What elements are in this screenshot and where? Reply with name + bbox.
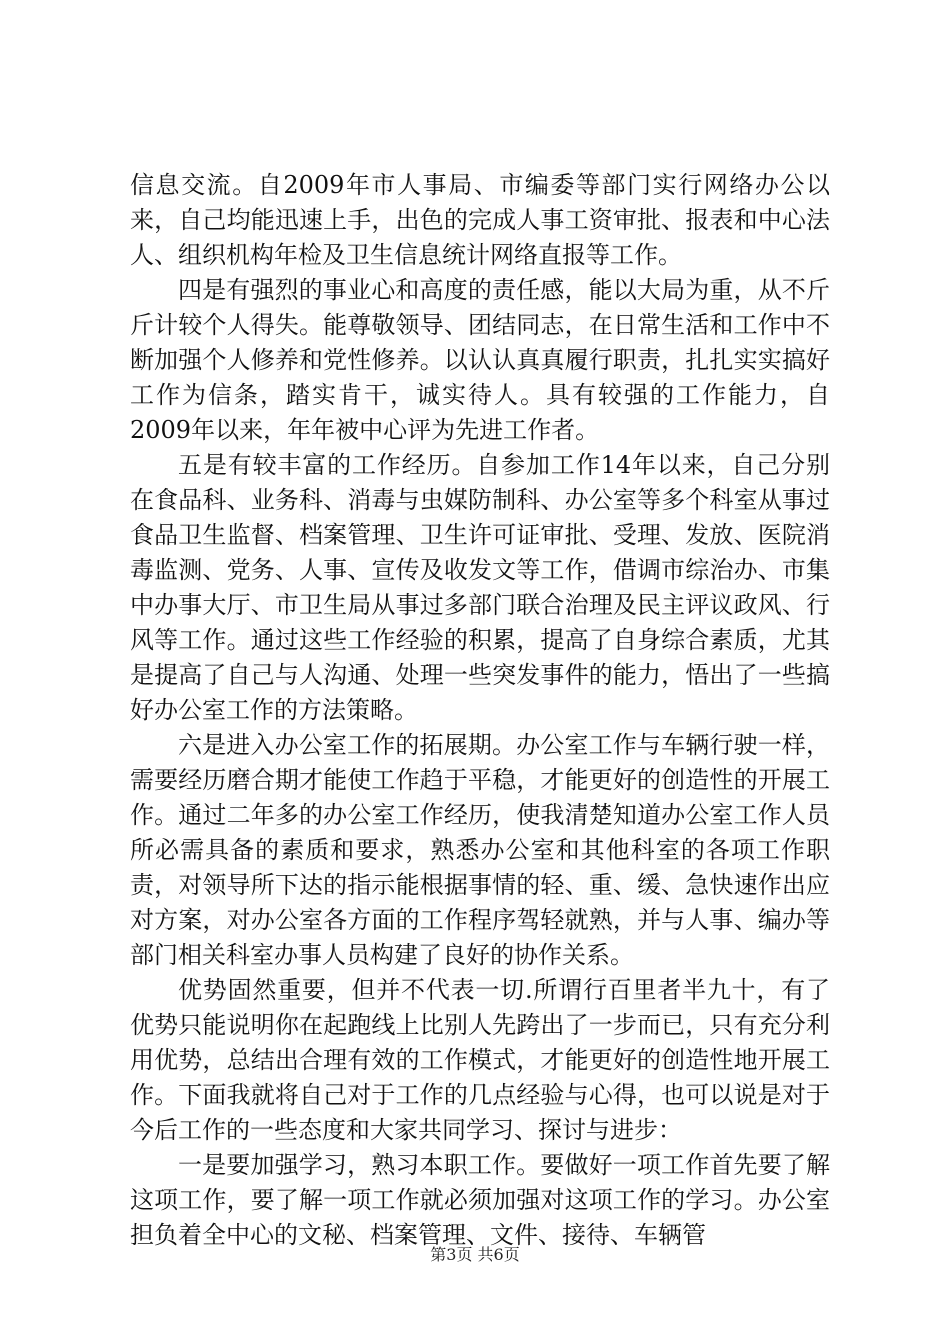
paragraph-point-one-study: 一是要加强学习，熟习本职工作。要做好一项工作首先要了解这项工作，要了解一项工作就必须加强对这项工作的学习。办公室担负着全中心的文秘、档案管理、文件、接待、车辆管 [130, 1151, 830, 1249]
paragraph-point-six: 六是进入办公室工作的拓展期。办公室工作与车辆行驶一样，需要经历磨合期才能使工作趋于平稳，才能更好的创造性的开展工作。通过二年多的办公室工作经历，使我清楚知道办公室工作人员所必需具备的素质和要求，熟悉办公室和其他科室的各项工作职责，对领导所下达的指示能根据事情的轻、重、缓、急快速作出应对方案，对办公室各方面的工作程序驾轻就熟，并与人事、编办等部门相关科室办事人员构建了良好的协作关系。 [130, 731, 830, 969]
document-body [130, 168, 830, 1253]
paragraph-continuation: 信息交流。自2009年市人事局、市编委等部门实行网络办公以来，自己均能迅速上手，出色的完成人事工资审批、报表和中心法人、组织机构年检及卫生信息统计网络直报等工作。 [130, 171, 830, 269]
paragraph-point-four: 四是有强烈的事业心和高度的责任感，能以大局为重，从不斤斤计较个人得失。能尊敬领导、团结同志，在日常生活和工作中不断加强个人修养和党性修养。以认认真真履行职责，扎扎实实搞好工作为信条，踏实肯干，诚实待人。具有较强的工作能力，自2009年以来，年年被中心评为先进工作者。 [130, 276, 830, 444]
paragraph-point-five: 五是有较丰富的工作经历。自参加工作14年以来，自己分别在食品科、业务科、消毒与虫媒防制科、办公室等多个科室从事过食品卫生监督、档案管理、卫生许可证审批、受理、发放、医院消毒监测、党务、人事、宣传及收发文等工作，借调市综治办、市集中办事大厅、市卫生局从事过多部门联合治理及民主评议政风、行风等工作。通过这些工作经验的积累，提高了自身综合素质，尤其是提高了自己与人沟通、处理一些突发事件的能力，悟出了一些搞好办公室工作的方法策略。 [130, 451, 830, 724]
page-footer: 第3页 共6页 [430, 1245, 520, 1264]
paragraph-advantages: 优势固然重要，但并不代表一切.所谓行百里者半九十，有了优势只能说明你在起跑线上比别人先跨出了一步而已，只有充分利用优势，总结出合理有效的工作模式，才能更好的创造性地开展工作。下面我就将自己对于工作的几点经验与心得，也可以说是对于今后工作的一些态度和大家共同学习、探讨与进步： [130, 976, 830, 1144]
